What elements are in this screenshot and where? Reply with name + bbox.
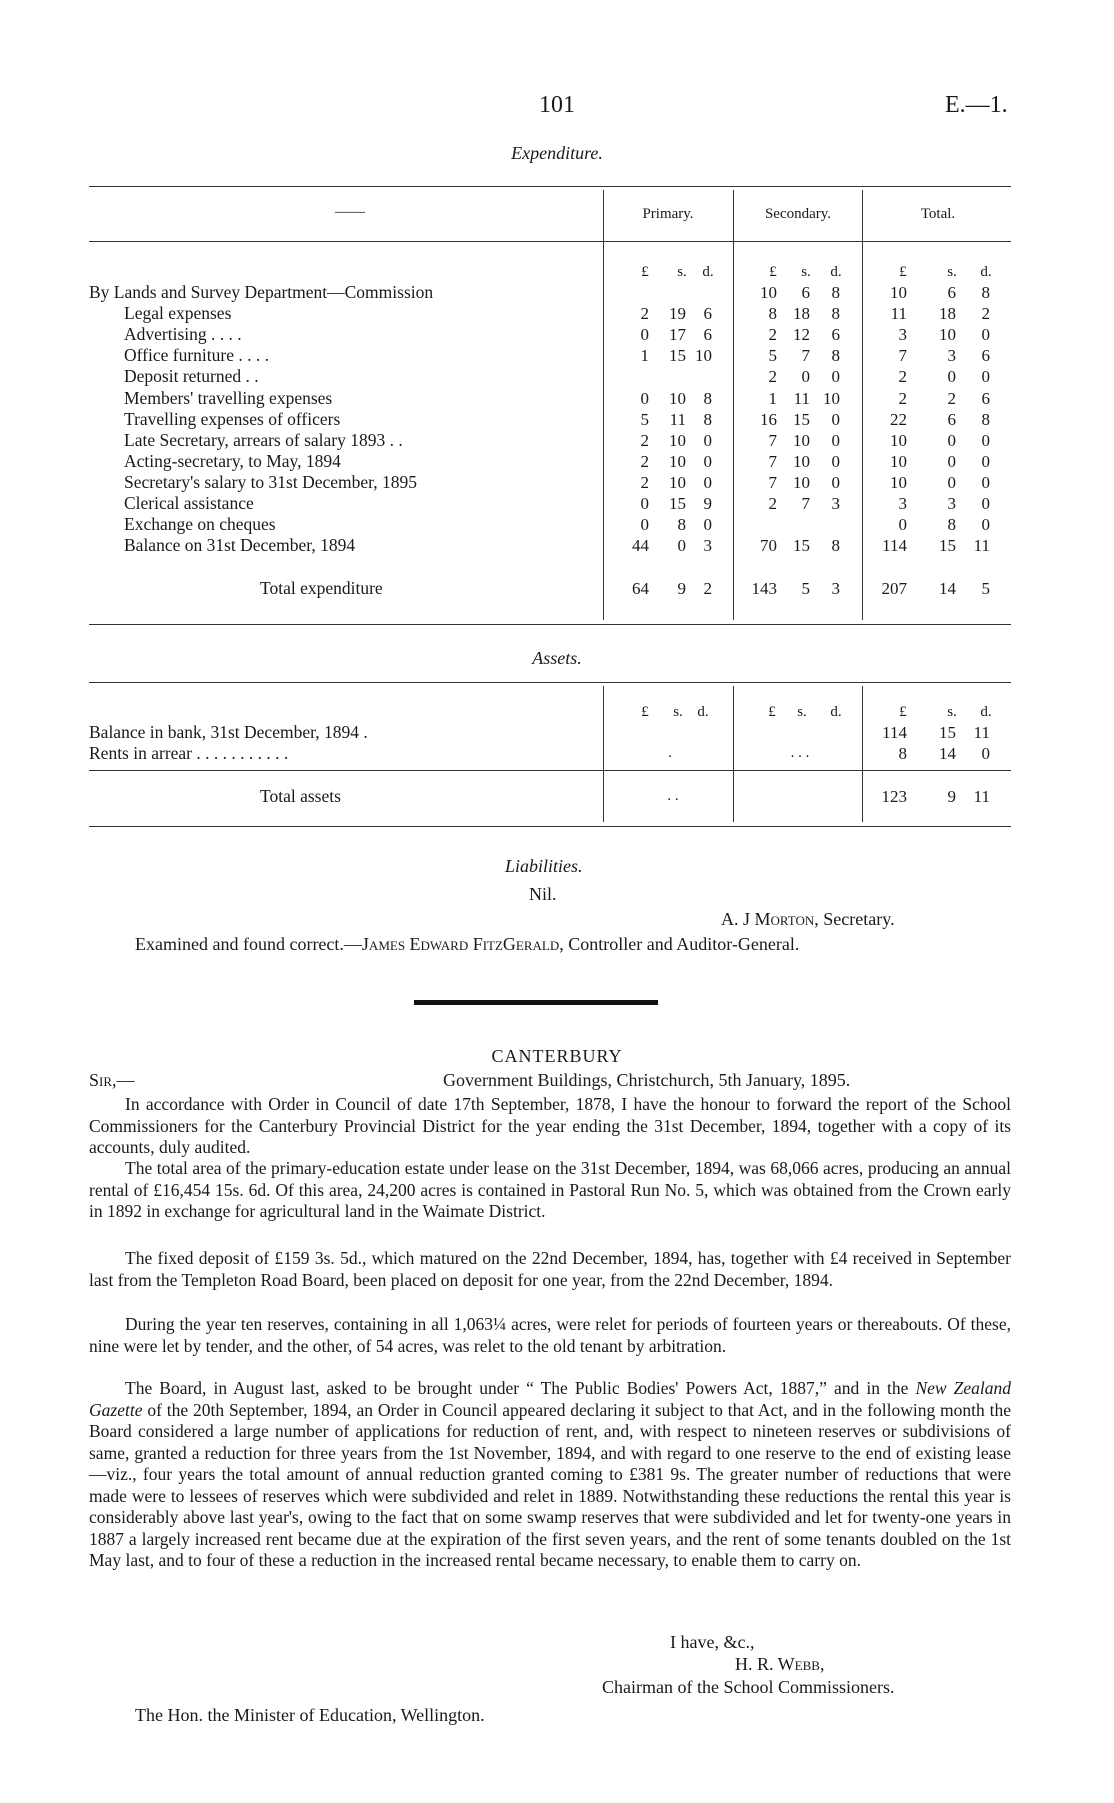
- secondary-mark: . . .: [790, 745, 810, 761]
- cell-primary: 0: [703, 451, 712, 471]
- cell-total: 3: [947, 494, 956, 513]
- cell-primary: 10: [669, 472, 686, 492]
- cell-secondary: 11: [793, 388, 810, 408]
- total-cell-total: 5: [981, 579, 990, 598]
- cell-secondary: 16: [760, 409, 777, 429]
- auditor-name: James Edward FitzGerald,: [361, 934, 564, 954]
- lsd-unit-label: s.: [801, 264, 811, 280]
- paragraph-5-end: of the 20th September, 1894, an Order in Council appeared declaring it subject to that Act, and in the following month the Board considered a large number of applications for reduction of rent, and, with respect to nineteen reserves or subdivisions of same, granted a reduction for three years from the 1st November, 1894, and with regard to one reserve to the end of existing lease—viz., four years the total amount of annual reduction granted coming to £381 9s. The greater number of reductions that were made were to lessees of reserves which were subdivided and relet in 1889. Notwithstanding these reductions the rental this year is considerably above last year's, owing to the fact that on some swamp reserves that were subdivided and let for twenty-one years in 1887 a largely increased rent became due at the expiration of the first seven years, and the rent of some tenants doubled on the 1st May last, and to four of these a reduction in the increased rental became necessary, to enable them to carry on.: [89, 1399, 1011, 1570]
- cell-total: 0: [981, 494, 990, 513]
- total-cell-total: 207: [881, 579, 907, 598]
- audit-statement: [135, 934, 799, 955]
- total-cell-primary: 64: [632, 579, 649, 598]
- letter-heading: CANTERBURY: [491, 1046, 623, 1066]
- cell-primary: 0: [640, 494, 649, 513]
- total-cell-primary: 9: [677, 579, 686, 598]
- cell-secondary: 7: [768, 430, 777, 450]
- asset-total-cell: 14: [939, 744, 956, 763]
- cell-primary: 5: [640, 409, 649, 429]
- total-cell-primary: 2: [703, 579, 712, 598]
- cell-secondary: 8: [768, 304, 777, 324]
- cell-secondary: 2: [768, 367, 777, 387]
- lsd-unit-label: d.: [980, 704, 992, 720]
- assets-mid-rule: [89, 770, 1011, 771]
- column-divider: [862, 686, 863, 822]
- lsd-unit-label: d.: [702, 264, 714, 280]
- cell-total: 6: [981, 388, 990, 408]
- cell-primary: 0: [703, 430, 712, 450]
- cell-secondary: 7: [768, 472, 777, 492]
- assets-bottom-rule: [89, 826, 1011, 827]
- cell-total: 10: [890, 283, 907, 302]
- cell-primary: 10: [695, 346, 712, 366]
- cell-total: 0: [947, 451, 956, 471]
- cell-total: 10: [890, 451, 907, 471]
- assets-title: Assets.: [532, 648, 582, 668]
- section-separator: [414, 1000, 658, 1005]
- row-label: Clerical assistance: [124, 493, 254, 513]
- cell-total: 0: [947, 430, 956, 450]
- row-label: Secretary's salary to 31st December, 1895: [124, 471, 418, 492]
- row-label: Legal expenses: [124, 303, 232, 324]
- cell-total: 0: [898, 515, 907, 535]
- cell-primary: 2: [640, 430, 649, 450]
- lsd-unit-label: £: [769, 264, 777, 280]
- cell-total: 15: [939, 536, 956, 556]
- cell-secondary: 15: [793, 536, 810, 556]
- cell-secondary: 8: [831, 536, 840, 556]
- letter-paragraph-4: During the year ten reserves, containing in all 1,063¼ acres, were relet for periods of fourteen years or thereabouts. Of these, nine were let by tender, and the other, of 54 acres, was relet to the old tenant by arbitration.: [89, 1314, 1011, 1356]
- cell-primary: 15: [669, 346, 686, 366]
- total-cell-total: 14: [939, 579, 956, 598]
- cell-primary: 8: [703, 409, 712, 429]
- cell-primary: 17: [669, 325, 686, 345]
- cell-total: 0: [981, 367, 990, 387]
- gazette-title: New Zealand Gazette: [89, 1378, 1011, 1420]
- letter-paragraph-5: [89, 1378, 1011, 1572]
- cell-primary: 9: [703, 494, 712, 513]
- cell-secondary: 1: [768, 388, 777, 408]
- auditor-title: Controller and Auditor-General.: [568, 934, 800, 954]
- paragraph-5-start: The Board, in August last, asked to be brought under “ The Public Bodies' Powers Act, 1887,” and in the: [125, 1378, 916, 1398]
- cell-primary: 10: [669, 388, 686, 408]
- cell-total: 22: [890, 409, 907, 429]
- cell-primary: 8: [677, 515, 686, 535]
- cell-primary: 10: [669, 430, 686, 450]
- primary-mark: . .: [667, 788, 679, 804]
- cell-total: 2: [898, 388, 907, 408]
- primary-mark: .: [668, 745, 672, 761]
- cell-total: 0: [981, 472, 990, 492]
- letter-paragraph-3: The fixed deposit of £159 3s. 5d., which matured on the 22nd December, 1894, has, together with £4 received in September last from the Templeton Road Board, been placed on deposit for one year, from the 22nd December, 1894.: [89, 1248, 1011, 1290]
- cell-primary: 3: [703, 536, 712, 556]
- cell-total: 11: [973, 536, 990, 556]
- letter-paragraph-2: The total area of the primary-education estate under lease on the 31st December, 1894, was 68,066 acres, producing an annual rental of £16,454 15s. 6d. Of this area, 24,200 acres is contained in Pastoral Run No. 5, which was obtained from the Crown early in 1892 in exchange for agricultural land in the Waimate District.: [89, 1158, 1011, 1221]
- column-header-secondary: Secondary.: [764, 206, 832, 222]
- cell-primary: 6: [703, 325, 712, 345]
- row-label: By Lands and Survey Department—Commission: [89, 282, 434, 302]
- cell-secondary: 6: [831, 325, 840, 345]
- lsd-unit-label: d.: [697, 704, 709, 720]
- cell-secondary: 70: [760, 536, 777, 556]
- asset-total-cell: 11: [973, 723, 990, 742]
- total-cell-secondary: 3: [831, 579, 840, 598]
- expenditure-title: Expenditure.: [511, 143, 603, 163]
- cell-secondary: 8: [831, 346, 840, 366]
- cell-total: 8: [981, 409, 990, 429]
- cell-total: 7: [898, 346, 907, 366]
- row-label: Office furniture . . . .: [124, 345, 269, 366]
- cell-total: 10: [890, 430, 907, 450]
- assets-top-rule: [89, 682, 1011, 683]
- cell-primary: 19: [669, 304, 686, 324]
- cell-total: 2: [947, 388, 956, 408]
- cell-primary: 1: [640, 346, 649, 366]
- cell-total: 6: [947, 409, 956, 429]
- lsd-unit-label: d.: [830, 264, 842, 280]
- asset-total-cell: 8: [898, 744, 907, 763]
- cell-total: 114: [882, 536, 907, 556]
- row-label: Advertising . . . .: [124, 324, 242, 345]
- total-cell-secondary: 5: [801, 579, 810, 598]
- cell-primary: 0: [677, 536, 686, 556]
- row-label: Balance on 31st December, 1894: [124, 535, 356, 556]
- cell-secondary: 8: [831, 283, 840, 302]
- lsd-unit-label: s.: [947, 264, 957, 280]
- lsd-unit-label: d.: [830, 704, 842, 720]
- lsd-unit-label: s.: [677, 264, 687, 280]
- total-expenditure-label: Total expenditure: [260, 578, 383, 598]
- cell-total: 10: [939, 325, 956, 345]
- asset-row-label: Balance in bank, 31st December, 1894 .: [89, 722, 368, 742]
- cell-secondary: 0: [831, 472, 840, 492]
- cell-total: 0: [981, 430, 990, 450]
- cell-primary: 11: [669, 409, 686, 429]
- cell-secondary: 2: [768, 494, 777, 513]
- total-assets-label: Total assets: [260, 786, 341, 806]
- cell-primary: 0: [640, 388, 649, 408]
- cell-secondary: 3: [831, 494, 840, 513]
- cell-primary: 0: [703, 472, 712, 492]
- cell-total: 2: [898, 367, 907, 387]
- cell-total: 6: [981, 346, 990, 366]
- cell-total: 3: [898, 494, 907, 513]
- cell-total: 18: [939, 304, 956, 324]
- cell-secondary: 0: [831, 430, 840, 450]
- cell-total: 0: [981, 515, 990, 535]
- examined-prefix: Examined and found correct.—: [135, 934, 362, 954]
- cell-primary: 0: [703, 515, 712, 535]
- asset-total-cell: 114: [882, 723, 907, 742]
- signer-title: Chairman of the School Commissioners.: [602, 1677, 895, 1697]
- cell-total: 2: [981, 304, 990, 324]
- closing: I have, &c.,: [670, 1632, 755, 1652]
- cell-secondary: 8: [831, 304, 840, 324]
- cell-total: 3: [898, 325, 907, 345]
- lsd-unit-label: £: [899, 264, 907, 280]
- lsd-unit-label: £: [641, 704, 649, 720]
- lsd-unit-label: s.: [947, 704, 957, 720]
- cell-total: 0: [947, 367, 956, 387]
- cell-secondary: 7: [801, 346, 810, 366]
- secretary-name: A. J Morton,: [721, 909, 819, 929]
- secretary-title: Secretary.: [823, 909, 895, 929]
- cell-secondary: 10: [823, 388, 840, 408]
- column-header-primary: Primary.: [642, 206, 694, 222]
- cell-secondary: 12: [793, 325, 810, 345]
- row-label: Deposit returned . .: [124, 366, 259, 387]
- cell-primary: 8: [703, 388, 712, 408]
- lsd-unit-label: d.: [980, 264, 992, 280]
- cell-secondary: 5: [768, 346, 777, 366]
- lsd-unit-label: s.: [673, 704, 683, 720]
- column-header-total: Total.: [920, 206, 956, 222]
- cell-primary: 0: [640, 515, 649, 535]
- cell-secondary: 7: [768, 451, 777, 471]
- cell-secondary: 15: [793, 409, 810, 429]
- cell-secondary: 10: [760, 283, 777, 302]
- cell-total: 6: [947, 283, 956, 302]
- page-number: 101: [539, 92, 575, 118]
- cell-secondary: 0: [801, 367, 810, 387]
- cell-primary: 10: [669, 451, 686, 471]
- document-code: E.—1.: [945, 92, 1008, 118]
- total-assets-cell: 9: [947, 787, 956, 806]
- asset-total-cell: 0: [981, 744, 990, 763]
- cell-secondary: 0: [831, 409, 840, 429]
- row-label: Members' travelling expenses: [124, 387, 333, 408]
- signer-name: H. R. Webb,: [735, 1654, 825, 1674]
- total-cell-secondary: 143: [751, 579, 777, 598]
- liabilities-value: Nil.: [529, 884, 557, 904]
- cell-total: 0: [981, 451, 990, 471]
- liabilities-title: Liabilities.: [505, 856, 583, 876]
- lsd-unit-label: £: [768, 704, 776, 720]
- cell-primary: 2: [640, 304, 649, 324]
- cell-total: 3: [947, 346, 956, 366]
- cell-total: 11: [890, 304, 907, 324]
- header-dash: ——: [335, 204, 365, 220]
- cell-total: 0: [947, 472, 956, 492]
- addressee: The Hon. the Minister of Education, Wellington.: [135, 1705, 485, 1725]
- assets-table: [0, 0, 1114, 840]
- lsd-unit-label: £: [899, 704, 907, 720]
- cell-secondary: 2: [768, 325, 777, 345]
- cell-total: 8: [981, 283, 990, 302]
- letter-paragraph-1: In accordance with Order in Council of date 17th September, 1878, I have the honour to forward the report of the School Commissioners for the Canterbury Provincial District for the year ending the 31st December, 1894, together with a copy of its accounts, duly audited.: [89, 1094, 1011, 1157]
- column-divider: [733, 686, 734, 822]
- cell-primary: 6: [703, 304, 712, 324]
- column-divider: [603, 686, 604, 822]
- cell-total: 10: [890, 472, 907, 492]
- cell-total: 8: [947, 515, 956, 535]
- total-assets-cell: 123: [881, 787, 907, 806]
- secretary-signature: [721, 909, 895, 930]
- cell-primary: 0: [640, 325, 649, 345]
- row-label: Exchange on cheques: [124, 514, 276, 535]
- cell-secondary: 7: [801, 494, 810, 513]
- row-label: Late Secretary, arrears of salary 1893 . .: [124, 429, 403, 450]
- total-assets-cell: 11: [973, 787, 990, 806]
- cell-primary: 15: [669, 494, 686, 513]
- cell-total: 0: [981, 325, 990, 345]
- cell-secondary: 0: [831, 367, 840, 387]
- lsd-unit-label: s.: [797, 704, 807, 720]
- lsd-unit-label: £: [641, 264, 649, 280]
- row-label: Travelling expenses of officers: [124, 408, 341, 429]
- cell-secondary: 10: [793, 430, 810, 450]
- asset-row-label: Rents in arrear . . . . . . . . . . .: [89, 743, 289, 763]
- cell-secondary: 10: [793, 472, 810, 492]
- salutation: Sir,—: [89, 1070, 135, 1090]
- cell-primary: 44: [632, 536, 649, 556]
- cell-primary: 2: [640, 451, 649, 471]
- cell-secondary: 10: [793, 451, 810, 471]
- cell-secondary: 0: [831, 451, 840, 471]
- cell-secondary: 6: [801, 283, 810, 302]
- address-date: Government Buildings, Christchurch, 5th January, 1895.: [443, 1070, 851, 1090]
- cell-primary: 2: [640, 472, 649, 492]
- asset-total-cell: 15: [939, 723, 956, 742]
- cell-secondary: 18: [793, 304, 810, 324]
- row-label: Acting-secretary, to May, 1894: [124, 450, 341, 471]
